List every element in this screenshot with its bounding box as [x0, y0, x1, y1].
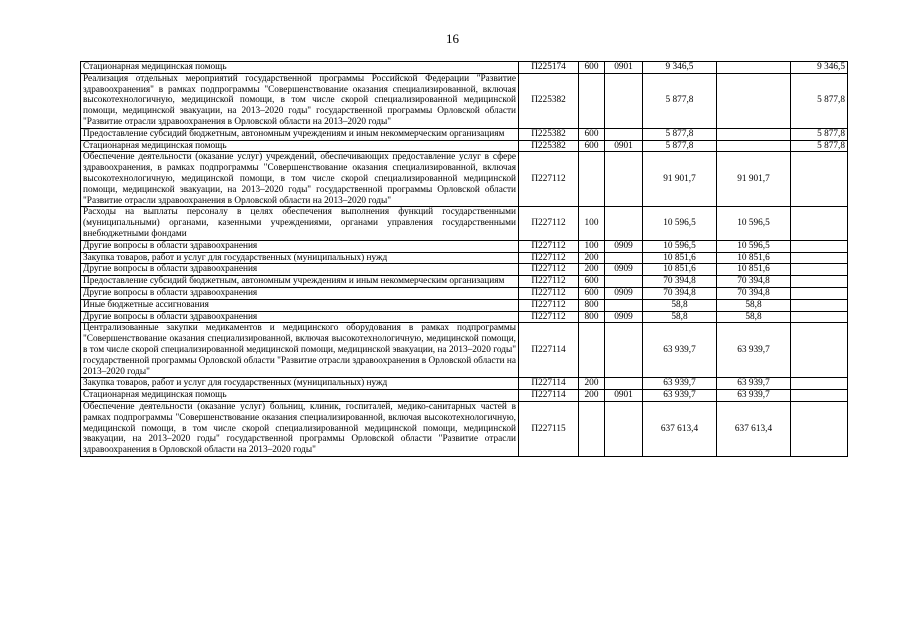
amount-total-cell: 63 939,7 — [643, 378, 717, 390]
target-code-cell: П225382 — [519, 73, 579, 128]
amount-total-cell: 9 346,5 — [643, 62, 717, 74]
expense-type-cell: 800 — [579, 299, 605, 311]
page-number: 16 — [446, 31, 459, 46]
table-row — [81, 62, 848, 74]
table-row — [81, 276, 848, 288]
table-row — [81, 401, 848, 456]
amount-col3-cell — [791, 264, 848, 276]
item-name-cell: Другие вопросы в области здравоохранения — [81, 287, 519, 299]
section-code-cell: 0909 — [605, 311, 643, 323]
table-row — [81, 390, 848, 402]
item-name-cell: Стационарная медицинская помощь — [81, 62, 519, 74]
amount-col3-cell: 5 877,8 — [791, 140, 848, 152]
amount-col2-cell: 63 939,7 — [717, 390, 791, 402]
amount-col2-cell: 637 613,4 — [717, 401, 791, 456]
amount-total-cell: 5 877,8 — [643, 128, 717, 140]
amount-col2-cell — [717, 128, 791, 140]
table-row — [81, 378, 848, 390]
expense-type-cell: 100 — [579, 207, 605, 240]
amount-col3-cell — [791, 152, 848, 207]
expense-type-cell: 200 — [579, 252, 605, 264]
item-name-cell: Иные бюджетные ассигнования — [81, 299, 519, 311]
amount-total-cell: 91 901,7 — [643, 152, 717, 207]
expense-type-cell: 800 — [579, 311, 605, 323]
item-name-cell: Реализация отдельных мероприятий государственной программы Российской Федерации "Развитие здравоохранения" в рамках подпрограммы "Совершенствование оказания специализированной, включая высокотехнологичную, медицинской помощи, в том числе скорой специализированной медицинской помощи, медицинской эвакуации, на 2013–2020 годы" государственной программы Орловской области "Развитие отрасли здравоохранения в Орловской области на 2013–2020 годы" — [81, 73, 519, 128]
item-name-cell: Предоставление субсидий бюджетным, автономным учреждениям и иным некоммерческим организациям — [81, 276, 519, 288]
target-code-cell: П227114 — [519, 323, 579, 378]
section-code-cell: 0909 — [605, 287, 643, 299]
amount-total-cell: 10 596,5 — [643, 240, 717, 252]
table-row — [81, 323, 848, 378]
expense-type-cell: 600 — [579, 276, 605, 288]
target-code-cell: П225382 — [519, 140, 579, 152]
amount-col3-cell — [791, 323, 848, 378]
amount-col2-cell: 63 939,7 — [717, 323, 791, 378]
amount-total-cell: 58,8 — [643, 299, 717, 311]
section-code-cell — [605, 152, 643, 207]
amount-total-cell: 5 877,8 — [643, 140, 717, 152]
table-row — [81, 73, 848, 128]
section-code-cell — [605, 252, 643, 264]
amount-col3-cell — [791, 390, 848, 402]
table-row — [81, 252, 848, 264]
expense-type-cell: 200 — [579, 264, 605, 276]
amount-col2-cell — [717, 62, 791, 74]
amount-col2-cell: 58,8 — [717, 299, 791, 311]
table-row — [81, 128, 848, 140]
target-code-cell: П227112 — [519, 264, 579, 276]
amount-total-cell: 63 939,7 — [643, 390, 717, 402]
table-row — [81, 287, 848, 299]
amount-total-cell: 63 939,7 — [643, 323, 717, 378]
amount-total-cell: 10 851,6 — [643, 264, 717, 276]
table-row — [81, 299, 848, 311]
target-code-cell: П227112 — [519, 240, 579, 252]
table-row — [81, 264, 848, 276]
target-code-cell: П227112 — [519, 299, 579, 311]
expense-type-cell: 600 — [579, 140, 605, 152]
amount-col3-cell: 5 877,8 — [791, 128, 848, 140]
amount-col2-cell: 10 851,6 — [717, 252, 791, 264]
table-row — [81, 140, 848, 152]
target-code-cell: П227115 — [519, 401, 579, 456]
amount-col2-cell: 70 394,8 — [717, 287, 791, 299]
amount-total-cell: 58,8 — [643, 311, 717, 323]
item-name-cell: Стационарная медицинская помощь — [81, 390, 519, 402]
item-name-cell: Другие вопросы в области здравоохранения — [81, 264, 519, 276]
section-code-cell: 0909 — [605, 240, 643, 252]
expense-type-cell: 200 — [579, 390, 605, 402]
target-code-cell: П227114 — [519, 390, 579, 402]
amount-col3-cell — [791, 299, 848, 311]
amount-col3-cell — [791, 252, 848, 264]
expense-type-cell: 600 — [579, 62, 605, 74]
section-code-cell — [605, 299, 643, 311]
section-code-cell: 0909 — [605, 264, 643, 276]
amount-col2-cell: 10 851,6 — [717, 264, 791, 276]
amount-col3-cell — [791, 311, 848, 323]
item-name-cell: Закупка товаров, работ и услуг для государственных (муниципальных) нужд — [81, 252, 519, 264]
table-body — [81, 62, 848, 457]
amount-col2-cell: 58,8 — [717, 311, 791, 323]
section-code-cell: 0901 — [605, 390, 643, 402]
item-name-cell: Обеспечение деятельности (оказание услуг) учреждений, обеспечивающих предоставление услуг в сфере здравоохранения, в рамках подпрограммы "Совершенствование оказания специализированной, включая высокотехнологичную, медицинской помощи, в том числе скорой специализированной медицинской помощи, медицинской эвакуации, на 2013–2020 годы" государственной программы Орловской области "Развитие отрасли здравоохранения в Орловской области на 2013–2020 годы" — [81, 152, 519, 207]
item-name-cell: Другие вопросы в области здравоохранения — [81, 240, 519, 252]
target-code-cell: П227112 — [519, 287, 579, 299]
section-code-cell — [605, 128, 643, 140]
expense-type-cell: 100 — [579, 240, 605, 252]
section-code-cell — [605, 378, 643, 390]
table-row — [81, 240, 848, 252]
target-code-cell: П227112 — [519, 276, 579, 288]
table-row — [81, 207, 848, 240]
section-code-cell — [605, 276, 643, 288]
table-row — [81, 152, 848, 207]
amount-col2-cell: 91 901,7 — [717, 152, 791, 207]
section-code-cell — [605, 323, 643, 378]
amount-col3-cell — [791, 240, 848, 252]
section-code-cell — [605, 73, 643, 128]
amount-col3-cell — [791, 287, 848, 299]
amount-col3-cell: 5 877,8 — [791, 73, 848, 128]
section-code-cell — [605, 207, 643, 240]
target-code-cell: П227112 — [519, 311, 579, 323]
target-code-cell: П227112 — [519, 252, 579, 264]
amount-total-cell: 10 851,6 — [643, 252, 717, 264]
amount-total-cell: 70 394,8 — [643, 287, 717, 299]
expense-type-cell — [579, 323, 605, 378]
amount-col2-cell: 10 596,5 — [717, 207, 791, 240]
expense-type-cell: 600 — [579, 128, 605, 140]
expense-type-cell: 200 — [579, 378, 605, 390]
section-code-cell: 0901 — [605, 140, 643, 152]
item-name-cell: Предоставление субсидий бюджетным, автономным учреждениям и иным некоммерческим организациям — [81, 128, 519, 140]
item-name-cell: Расходы на выплаты персоналу в целях обеспечения выполнения функций государственными (муниципальными) органами, казенными учреждениями, органами управления государственными внебюджетными фондами — [81, 207, 519, 240]
item-name-cell: Закупка товаров, работ и услуг для государственных (муниципальных) нужд — [81, 378, 519, 390]
item-name-cell: Централизованные закупки медикаментов и медицинского оборудования в рамках подпрограммы "Совершенствование оказания специализированной, включая высокотехнологичную, медицинской помощи, в том числе скорой специализированной медицинской помощи, медицинской эвакуации, на 2013–2020 годы" государственной программы Орловской области "Развитие отрасли здравоохранения в Орловской области на 2013–2020 годы" — [81, 323, 519, 378]
amount-col3-cell: 9 346,5 — [791, 62, 848, 74]
section-code-cell: 0901 — [605, 62, 643, 74]
target-code-cell: П227112 — [519, 152, 579, 207]
amount-col3-cell — [791, 276, 848, 288]
budget-table — [80, 61, 848, 457]
target-code-cell: П227112 — [519, 207, 579, 240]
expense-type-cell — [579, 401, 605, 456]
amount-total-cell: 70 394,8 — [643, 276, 717, 288]
amount-col3-cell — [791, 378, 848, 390]
section-code-cell — [605, 401, 643, 456]
amount-total-cell: 5 877,8 — [643, 73, 717, 128]
amount-total-cell: 637 613,4 — [643, 401, 717, 456]
amount-col3-cell — [791, 207, 848, 240]
amount-col2-cell — [717, 140, 791, 152]
target-code-cell: П225382 — [519, 128, 579, 140]
target-code-cell: П225174 — [519, 62, 579, 74]
amount-col2-cell — [717, 73, 791, 128]
item-name-cell: Обеспечение деятельности (оказание услуг) больниц, клиник, госпиталей, медико-санитарных частей в рамках подпрограммы "Совершенствование оказания специализированной, включая высокотехнологичную, медицинской помощи, в том числе скорой специализированной медицинской помощи, медицинской эвакуации, на 2013–2020 годы" государственной программы Орловской области "Развитие отрасли здравоохранения в Орловской области на 2013–2020 годы" — [81, 401, 519, 456]
expense-type-cell: 600 — [579, 287, 605, 299]
amount-col2-cell: 10 596,5 — [717, 240, 791, 252]
amount-col2-cell: 63 939,7 — [717, 378, 791, 390]
amount-col2-cell: 70 394,8 — [717, 276, 791, 288]
target-code-cell: П227114 — [519, 378, 579, 390]
item-name-cell: Стационарная медицинская помощь — [81, 140, 519, 152]
amount-col3-cell — [791, 401, 848, 456]
amount-total-cell: 10 596,5 — [643, 207, 717, 240]
expense-type-cell — [579, 152, 605, 207]
expense-type-cell — [579, 73, 605, 128]
table-row — [81, 311, 848, 323]
item-name-cell: Другие вопросы в области здравоохранения — [81, 311, 519, 323]
